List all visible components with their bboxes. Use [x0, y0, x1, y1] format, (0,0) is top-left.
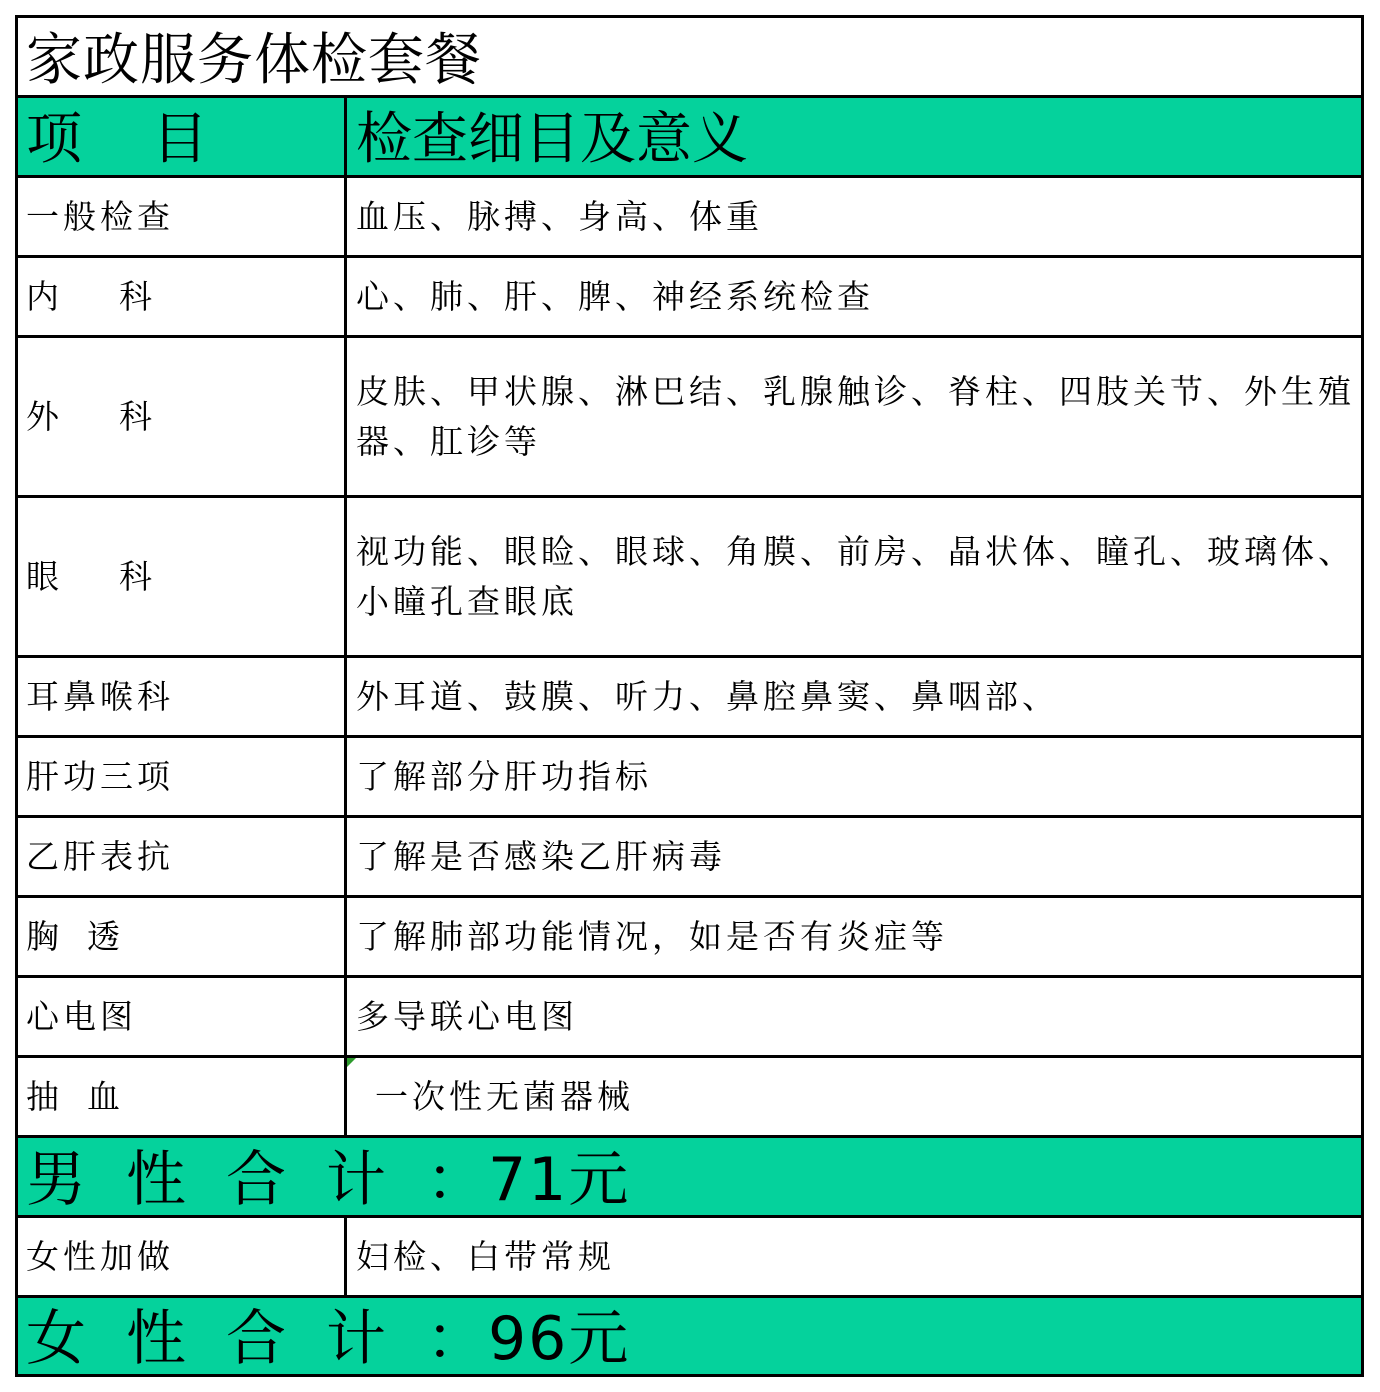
row-detail — [347, 1058, 1361, 1135]
row-item: 胸透 — [18, 898, 347, 975]
row-detail: 视功能、眼睑、眼球、角膜、前房、晶状体、瞳孔、玻璃体、小瞳孔查眼底 — [356, 531, 1355, 621]
male-total-sep: ： — [426, 1144, 488, 1215]
table-row — [18, 658, 1361, 738]
row-detail: 外耳道、鼓膜、听力、鼻腔鼻窦、鼻咽部、 — [356, 676, 1059, 716]
male-total-value: 71元 — [488, 1144, 631, 1215]
row-item: 耳鼻喉科 — [18, 658, 347, 735]
row-detail: 了解肺部功能情况，如是否有炎症等 — [356, 916, 948, 956]
table-row — [18, 178, 1361, 258]
female-total-label: 女性合计 — [26, 1304, 426, 1374]
female-extra-row — [18, 1218, 1361, 1298]
table-row — [18, 498, 1361, 658]
row-item: 眼科 — [18, 498, 347, 655]
row-detail: 妇检、白带常规 — [356, 1236, 615, 1276]
table-row — [18, 738, 1361, 818]
table-row — [18, 1058, 1361, 1138]
row-detail: 了解部分肝功指标 — [356, 756, 652, 796]
header-row — [18, 98, 1361, 178]
cell-comment-marker — [347, 1058, 356, 1067]
row-item: 内科 — [18, 258, 347, 335]
header-item: 项目 — [18, 98, 347, 175]
row-detail-text: 一次性无菌器械 — [375, 1076, 634, 1116]
header-detail: 检查细目及意义 — [356, 106, 748, 172]
checkup-package-table — [15, 15, 1364, 1377]
row-detail: 皮肤、甲状腺、淋巴结、乳腺触诊、脊柱、四肢关节、外生殖器、肛诊等 — [356, 371, 1355, 461]
row-item: 一般检查 — [18, 178, 347, 255]
row-item: 肝功三项 — [18, 738, 347, 815]
male-total-row — [18, 1138, 1361, 1218]
row-item: 外科 — [18, 338, 347, 495]
female-total-value: 96元 — [488, 1304, 631, 1374]
row-item: 女性加做 — [18, 1218, 347, 1295]
table-row — [18, 258, 1361, 338]
row-item: 乙肝表抗 — [18, 818, 347, 895]
row-detail: 多导联心电图 — [356, 996, 578, 1036]
row-detail: 心、肺、肝、脾、神经系统检查 — [356, 276, 874, 316]
table-row — [18, 338, 1361, 498]
female-total-row — [18, 1298, 1361, 1374]
table-row — [18, 898, 1361, 978]
female-total-sep: ： — [426, 1304, 488, 1374]
row-detail: 血压、脉搏、身高、体重 — [356, 196, 763, 236]
table-row — [18, 818, 1361, 898]
table-title: 家政服务体检套餐 — [18, 18, 1361, 98]
male-total-label: 男性合计 — [26, 1144, 426, 1215]
table-row — [18, 978, 1361, 1058]
row-detail: 了解是否感染乙肝病毒 — [356, 836, 726, 876]
row-item: 抽血 — [18, 1058, 347, 1135]
row-item: 心电图 — [18, 978, 347, 1055]
